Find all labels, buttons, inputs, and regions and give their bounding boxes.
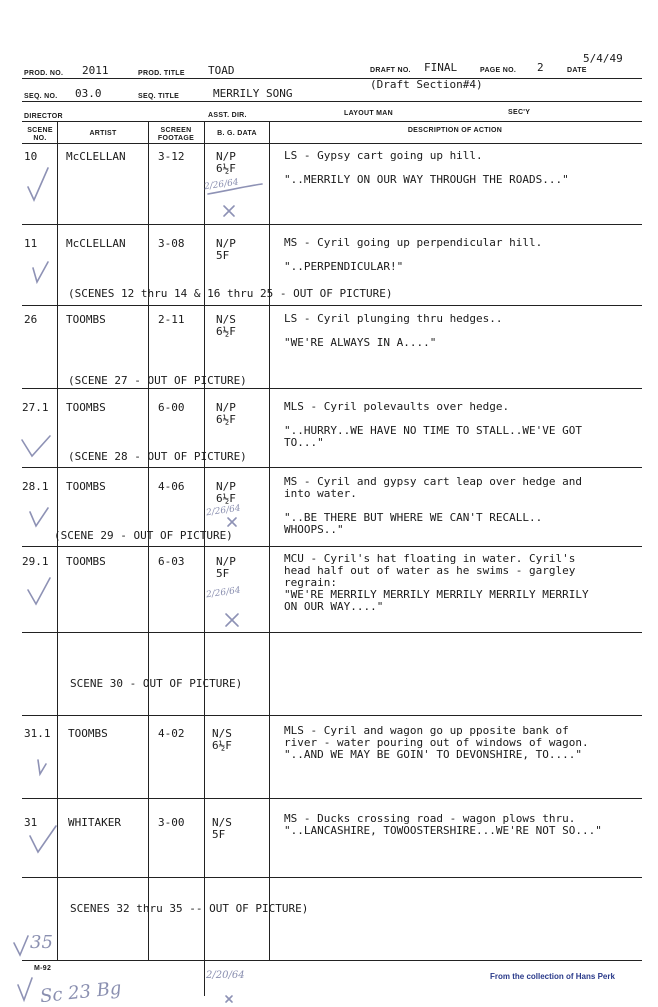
bg-data-2: 5F	[216, 567, 230, 580]
bottom-check-icon	[18, 978, 32, 1000]
artist-name: TOOMBS	[66, 401, 106, 414]
seq-title-value: MERRILY SONG	[213, 87, 293, 100]
checkmark-icon	[33, 262, 48, 282]
col-footage: SCREEN FOOTAGE	[157, 127, 195, 142]
cross-mark-icon	[226, 614, 238, 626]
bg-data-2: 6½F	[216, 413, 236, 426]
artist-name: TOOMBS	[66, 313, 106, 326]
director-label: DIRECTOR	[24, 113, 63, 120]
handwritten-bottom-date: 2/20/64	[206, 970, 245, 981]
scene-number: 10	[24, 150, 38, 163]
handwritten-date: 2/26/64	[205, 585, 242, 601]
artist-name: McCLELLAN	[66, 237, 126, 250]
artist-name: WHITAKER	[68, 816, 121, 829]
draft-section: (Draft Section#4)	[370, 78, 483, 91]
handwritten-total: 35	[30, 932, 53, 953]
bg-data-1: N/P	[216, 237, 236, 250]
action-description: MS - Ducks crossing road - wagon plows thru. "..LANCASHIRE, TOWOOSTERSHIRE...WE'RE NOT SO..."	[284, 812, 602, 837]
col-artist: ARTIST	[89, 130, 117, 137]
action-description: MCU - Cyril's hat floating in water. Cyril's head half out of water as he swims - gargley regrain: "WE'RE MERRILY MERRILY MERRILY MERRILY MERRILY ON OUR WAY...."	[284, 552, 589, 613]
checkmark-icon	[22, 436, 50, 456]
seq-no-value: 03.0	[75, 87, 102, 100]
date-label: DATE	[567, 67, 587, 74]
bg-data-1: N/S	[216, 313, 236, 326]
checkmark-icon	[28, 168, 48, 200]
screen-footage: 6-00	[158, 401, 185, 414]
bg-data-1: N/P	[216, 401, 236, 414]
bg-data-2: 6½F	[212, 739, 232, 752]
bg-data-1: N/S	[212, 727, 232, 740]
bg-data-1: N/P	[216, 150, 236, 163]
prod-title-label: PROD. TITLE	[138, 70, 185, 77]
checkmark-icon	[30, 508, 48, 526]
bg-data-2: 6½F	[216, 325, 236, 338]
col-description: DESCRIPTION OF ACTION	[407, 127, 503, 134]
screen-footage: 6-03	[158, 555, 185, 568]
secy-label: SEC'Y	[508, 109, 531, 116]
scene-number: 26	[24, 313, 38, 326]
check-35-icon	[14, 936, 28, 955]
scene-number: 31.1	[24, 727, 51, 740]
scene-number: 28.1	[22, 480, 49, 493]
bg-data-1: N/P	[216, 555, 236, 568]
out-of-picture-note: (SCENES 12 thru 14 & 16 thru 25 - OUT OF PICTURE)	[68, 287, 393, 300]
date-underline-icon	[208, 184, 262, 194]
col-bg-data: B. G. DATA	[217, 130, 257, 137]
out-of-picture-note: SCENES 32 thru 35 -- OUT OF PICTURE)	[70, 902, 309, 915]
bg-data-2: 6½F	[216, 162, 236, 175]
screen-footage: 3-08	[158, 237, 185, 250]
seq-no-label: SEQ. NO.	[24, 93, 58, 100]
out-of-picture-note: SCENE 30 - OUT OF PICTURE)	[70, 677, 243, 690]
checkmark-icon	[28, 578, 50, 604]
page-no-label: PAGE NO.	[480, 67, 517, 74]
scene-number: 31	[24, 816, 38, 829]
screen-footage: 3-00	[158, 816, 185, 829]
screen-footage: 3-12	[158, 150, 185, 163]
screen-footage: 4-06	[158, 480, 185, 493]
prod-title-value: TOAD	[208, 64, 235, 77]
action-description: MLS - Cyril polevaults over hedge. "..HURRY..WE HAVE NO TIME TO STALL..WE'VE GOT TO..."	[284, 400, 583, 449]
action-description: MS - Cyril going up perpendicular hill. "..PERPENDICULAR!"	[284, 236, 543, 273]
bg-data-2: 6½F	[216, 492, 236, 505]
bg-data-1: N/P	[216, 480, 236, 493]
action-description: LS - Gypsy cart going up hill. "..MERRILY ON OUR WAY THROUGH THE ROADS..."	[284, 149, 569, 186]
cross-mark-icon	[226, 996, 232, 1002]
action-description: MS - Cyril and gypsy cart leap over hedge and into water. "..BE THERE BUT WHERE WE CAN'T RECALL.. WHOOPS.."	[284, 475, 583, 536]
form-number: M-92	[34, 965, 52, 972]
checkmark-icon	[38, 760, 46, 774]
bg-data-2: 5F	[212, 828, 226, 841]
artist-name: TOOMBS	[66, 555, 106, 568]
scene-number: 29.1	[22, 555, 49, 568]
draft-no-label: DRAFT NO.	[370, 67, 411, 74]
handwritten-bottom-note: Sc 23 Bg	[39, 977, 123, 1007]
screen-footage: 4-02	[158, 727, 185, 740]
bg-data-1: N/S	[212, 816, 232, 829]
seq-title-label: SEQ. TITLE	[138, 93, 180, 100]
artist-name: McCLELLAN	[66, 150, 126, 163]
artist-name: TOOMBS	[68, 727, 108, 740]
action-description: LS - Cyril plunging thru hedges.. "WE'RE ALWAYS IN A...."	[284, 312, 503, 349]
page-no-value: 2	[537, 61, 544, 74]
screen-footage: 2-11	[158, 313, 185, 326]
cross-mark-icon	[224, 206, 234, 216]
collection-credit: From the collection of Hans Perk	[490, 972, 615, 981]
col-scene-no: SCENE NO.	[27, 127, 53, 142]
bg-data-2: 5F	[216, 249, 230, 262]
artist-name: TOOMBS	[66, 480, 106, 493]
date-value: 5/4/49	[583, 52, 623, 65]
asst-dir-label: ASST. DIR.	[208, 112, 247, 119]
draft-no-value: FINAL	[424, 61, 458, 74]
action-description: MLS - Cyril and wagon go up pposite bank of river - water pouring out of windows of wagon. "..AND WE MAY BE GOIN' TO DEVONSHIRE, TO...."	[284, 724, 589, 761]
out-of-picture-note: (SCENE 29 - OUT OF PICTURE)	[54, 529, 233, 542]
prod-no-value: 2011	[82, 64, 109, 77]
cross-mark-icon	[228, 518, 236, 526]
layout-man-label: LAYOUT MAN	[344, 110, 394, 117]
out-of-picture-note: (SCENE 27 - OUT OF PICTURE)	[68, 374, 247, 387]
scene-number: 27.1	[22, 401, 49, 414]
handwritten-date: 2/26/64	[203, 177, 240, 193]
scene-number: 11	[24, 237, 38, 250]
prod-no-label: PROD. NO.	[24, 70, 64, 77]
out-of-picture-note: (SCENE 28 - OUT OF PICTURE)	[68, 450, 247, 463]
handwritten-date: 2/26/64	[205, 503, 242, 519]
checkmark-icon	[30, 826, 56, 852]
